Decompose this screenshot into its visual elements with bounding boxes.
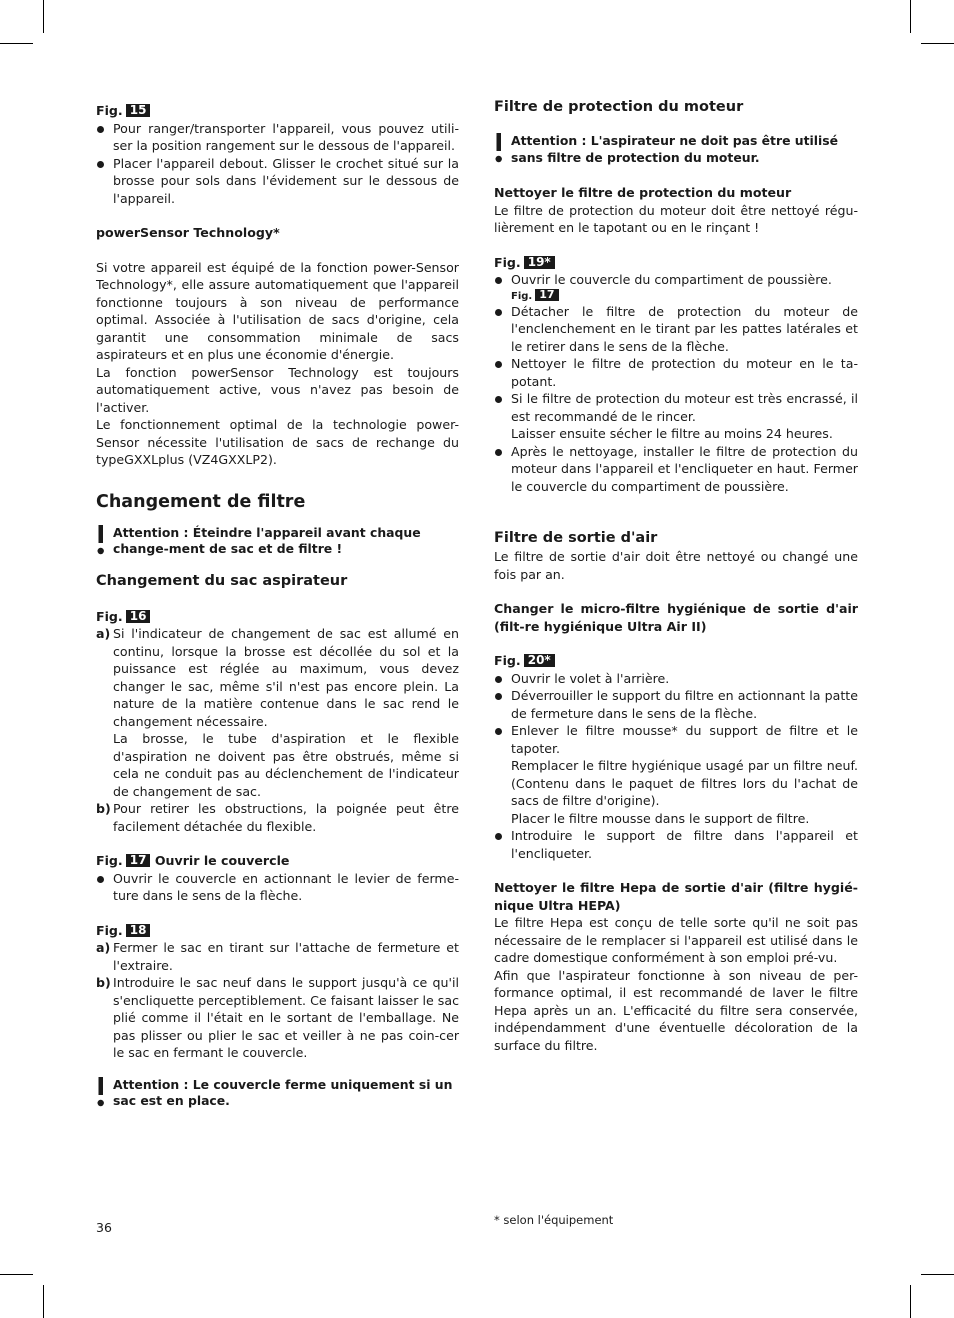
crop-mark: [0, 1274, 33, 1275]
warning-note: Attention : Le couvercle ferme uniquement si un sac est en place.: [96, 1077, 459, 1110]
paragraph: Le filtre de sortie d'air doit être nettoyé ou changé une fois par an.: [494, 549, 858, 582]
warning-note: Attention : Éteindre l'appareil avant chaque change-ment de sac et de filtre !: [96, 525, 459, 558]
fig-15-label: Fig. 15: [96, 102, 459, 120]
crop-mark: [921, 1274, 954, 1275]
warning-exclamation-icon: [494, 133, 504, 167]
warning-note: Attention : L'aspirateur ne doit pas être utilisé sans filtre de protection du moteur.: [494, 133, 858, 166]
list-item: Enlever le filtre mousse* du support de filtre et le tapoter. Remplacer le filtre hygiénique usagé par un filtre neuf. (Contenu dans le paquet de filtres lors du l'achat de sacs de filtre d'origine). Placer le filtre mousse dans le support de filtre.: [494, 722, 858, 827]
list-item: Déverrouiller le support du filtre en actionnant la patte de fermeture dans le sens de la flèche.: [494, 687, 858, 722]
microfilter-heading: Changer le micro-filtre hygiénique de sortie d'air (filt-re hygiénique Ultra Air II): [494, 601, 858, 634]
fig-number-badge: 17: [535, 289, 558, 301]
paragraph: Le fonctionnement optimal de la technologie power-Sensor nécessite l'utilisation de sacs de rechange du typeGXXLplus (VZ4GXXLP2).: [96, 417, 459, 467]
warning-exclamation-icon: [96, 1077, 106, 1111]
fig-number-badge: 16: [126, 610, 151, 623]
list-item: a) Si l'indicateur de changement de sac est allumé en continu, lorsque la brosse est décollée du sol et la puissance est réglée au maximum, vous devez changer le sac, même s'il n'est pas encore plein. La nature de la matière contenue dans le sac rend le changement nécessaire. La brosse, le tube d'aspiration et le flexible d'aspiration ne doivent pas être obstrués, même si cela ne conduit pas au déclenchement de l'indicateur de changement de sac.: [96, 626, 459, 799]
fig-17-label: Fig. 17 Ouvrir le couvercle: [96, 853, 290, 868]
fig-number-badge: 17: [126, 854, 151, 867]
list-item: Ouvrir le volet à l'arrière.: [494, 670, 858, 688]
fig-16-label: Fig. 16: [96, 608, 459, 626]
list-item: Placer l'appareil debout. Glisser le crochet situé sur la brosse pour sols dans l'évidement sur le dessous de l'appareil.: [96, 155, 459, 208]
fig-20-label: Fig. 20*: [494, 652, 858, 670]
paragraph: Afin que l'aspirateur fonctionne à son niveau de per-formance optimal, il est recommandé de laver le filtre Hepa après un an. L'efficacité du filtre sera conservée, indépendamment d'une éventuelle décoloration de la surface du filtre.: [494, 967, 858, 1053]
fig-18-label: Fig. 18: [96, 922, 459, 940]
list-item: Ouvrir le couvercle du compartiment de poussière.: [494, 271, 858, 289]
crop-mark: [910, 0, 911, 33]
crop-mark: [921, 43, 954, 44]
paragraph: Si votre appareil est équipé de la fonction power-Sensor Technology*, elle assure automatiquement que l'appareil fonctionne toujours à son niveau de performance optimal. Associée à l'utilisation de sacs d'origine, cela garantit une consommation minimale de sacs aspirateurs et en plus une économie d'énergie.: [96, 259, 459, 362]
fig-number-badge: 15: [126, 104, 151, 117]
motor-filter-heading: Filtre de protection du moteur: [494, 99, 744, 115]
fig-number-badge: 18: [126, 924, 151, 937]
paragraph: Le filtre Hepa est conçu de telle sorte qu'il ne soit pas nécessaire de le remplacer si l'appareil est utilisé dans le cadre domestique conformément à son emploi pré-vu.: [494, 915, 858, 965]
warning-exclamation-icon: [96, 525, 106, 559]
hepa-heading: Nettoyer le filtre Hepa de sortie d'air (filtre hygié-nique Ultra HEPA): [494, 880, 858, 913]
list-item: Après le nettoyage, installer le filtre de protection du moteur dans l'appareil et l'encliqueter en haut. Fermer le couvercle du compartiment de poussière.: [494, 443, 858, 496]
air-outlet-heading: Filtre de sortie d'air: [494, 530, 658, 546]
list-item: Si le filtre de protection du moteur est très encrassé, il est recommandé de le rincer. Laisser ensuite sécher le filtre au moins 24 heures.: [494, 390, 858, 443]
left-column: [96, 102, 459, 1110]
fig-number-badge: 19*: [524, 256, 555, 269]
page-number: 36: [96, 1220, 112, 1235]
list-item: Nettoyer le filtre de protection du moteur en le ta-potant.: [494, 355, 858, 390]
crop-mark: [43, 1285, 44, 1318]
list-item: Introduire le support de filtre dans l'appareil et l'encliqueter.: [494, 827, 858, 862]
list-item: a) Fermer le sac en tirant sur l'attache de fermeture et l'extraire.: [96, 940, 459, 973]
fig-19-label: Fig. 19*: [494, 254, 858, 272]
list-item: b) Introduire le sac neuf dans le support jusqu'à ce qu'il s'encliquette perceptiblement. Ce faisant laisser le sac plié comme il l'était en le sortant de l'emballage. Ne pas plisser ou plier le sac et veiller à ne pas coin-cer le sac en fermant le couvercle.: [96, 975, 459, 1060]
fig-number-badge: 20*: [524, 654, 555, 667]
list-item: b) Pour retirer les obstructions, la poignée peut être facilement détachée du flexible.: [96, 801, 459, 834]
crop-mark: [0, 43, 33, 44]
clean-motor-heading: Nettoyer le filtre de protection du moteur: [494, 185, 792, 200]
powersensor-heading: powerSensor Technology*: [96, 225, 280, 240]
list-item: Pour ranger/transporter l'appareil, vous pouvez utili-ser la position rangement sur le dessous de l'appareil.: [96, 120, 459, 155]
list-item: Ouvrir le couvercle en actionnant le levier de ferme-ture dans le sens de la flèche.: [96, 870, 459, 905]
bag-change-heading: Changement du sac aspirateur: [96, 572, 348, 589]
paragraph: Le filtre de protection du moteur doit être nettoyé régu-lièrement en le tapotant ou en le rinçant !: [494, 202, 858, 235]
paragraph: La fonction powerSensor Technology est toujours automatiquement active, vous n'avez pas besoin de l'activer.: [96, 364, 459, 415]
crop-mark: [910, 1285, 911, 1318]
list-item: Détacher le filtre de protection du moteur de l'enclenchement en le tirant par les pattes latérales et le retirer dans le sens de la flèche.: [494, 303, 858, 356]
filter-change-heading: Changement de filtre: [96, 491, 306, 512]
right-column: [494, 98, 858, 1054]
crop-mark: [43, 0, 44, 33]
fig-17-sub-label: Fig. 17: [494, 289, 858, 303]
footnote: * selon l'équipement: [494, 1213, 614, 1227]
